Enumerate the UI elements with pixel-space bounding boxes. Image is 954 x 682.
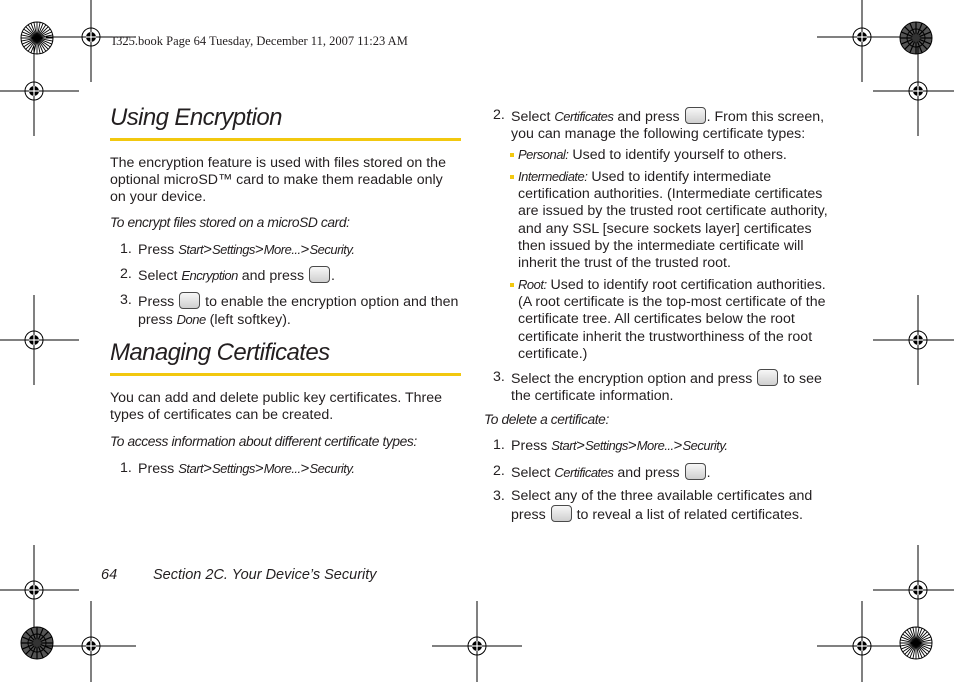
- certificate-type-root: Root: Used to identify root certification authorities. (A root certificate is the top-most certificate of the certificate tree. All certificates below the root certificate inherit the trustworthiness of the root certificate.): [518, 277, 826, 362]
- heading-rule: [110, 373, 461, 376]
- step-number: 1.: [493, 437, 505, 453]
- softkey-icon: [685, 463, 706, 480]
- step-reveal-related-certificates: Select any of the three available certificates and press to reveal a list of related certificates.: [511, 488, 813, 524]
- certificate-type-personal: Personal: Used to identify yourself to others.: [518, 147, 787, 163]
- step-number: 2.: [120, 266, 132, 282]
- step-select-certificates: Select Certificates and press .: [511, 465, 711, 481]
- certificate-types-procedure-title: To access information about different certificate types:: [110, 434, 417, 449]
- step-number: 1.: [120, 241, 132, 257]
- step-number: 3.: [120, 292, 132, 308]
- encrypt-procedure-title: To encrypt files stored on a microSD card:: [110, 215, 350, 230]
- section-title-footer: Section 2C. Your Device’s Security: [153, 567, 377, 583]
- section-heading-managing-certificates: Managing Certificates: [110, 339, 330, 366]
- bullet-icon: [510, 283, 514, 287]
- step-select-encryption: Select Encryption and press .: [138, 268, 335, 284]
- step-press-start-path: Press Start>Settings>More...>Security.: [138, 241, 355, 258]
- print-header: I325.book Page 64 Tuesday, December 11, 2007 11:23 AM: [112, 34, 408, 48]
- delete-certificate-procedure-title: To delete a certificate:: [484, 412, 609, 427]
- heading-rule: [110, 138, 461, 141]
- step-see-certificate-info: Select the encryption option and press to see the certificate information.: [511, 371, 822, 405]
- softkey-icon: [179, 292, 200, 309]
- step-press-start-path: Press Start>Settings>More...>Security.: [511, 437, 728, 454]
- step-number: 3.: [493, 488, 505, 504]
- step-number: 2.: [493, 463, 505, 479]
- bullet-icon: [510, 153, 514, 157]
- softkey-icon: [551, 505, 572, 522]
- encryption-intro: The encryption feature is used with files stored on the optional microSD™ card to make them readable only on your device.: [110, 155, 446, 206]
- softkey-icon: [309, 266, 330, 283]
- step-number: 3.: [493, 369, 505, 385]
- step-enable-encryption: Press to enable the encryption option and then press Done (left softkey).: [138, 294, 459, 329]
- certificate-type-intermediate: Intermediate: Used to identify intermediate certification authorities. (Intermediate certificates are issued by the trusted root certificate authority, and any SSL [secure sockets layer] certificates then issued by the intermediate certificate will inherit the trust of the trusted root.: [518, 169, 828, 272]
- step-press-start-path: Press Start>Settings>More...>Security.: [138, 460, 355, 477]
- bullet-icon: [510, 175, 514, 179]
- section-heading-using-encryption: Using Encryption: [110, 104, 282, 131]
- softkey-icon: [757, 369, 778, 386]
- step-number: 2.: [493, 107, 505, 123]
- step-select-certificates: Select Certificates and press . From this screen, you can manage the following certificate types:: [511, 109, 825, 143]
- softkey-icon: [685, 107, 706, 124]
- page-number: 64: [101, 567, 118, 583]
- certificates-intro: You can add and delete public key certificates. Three types of certificates can be created.: [110, 390, 443, 424]
- step-number: 1.: [120, 460, 132, 476]
